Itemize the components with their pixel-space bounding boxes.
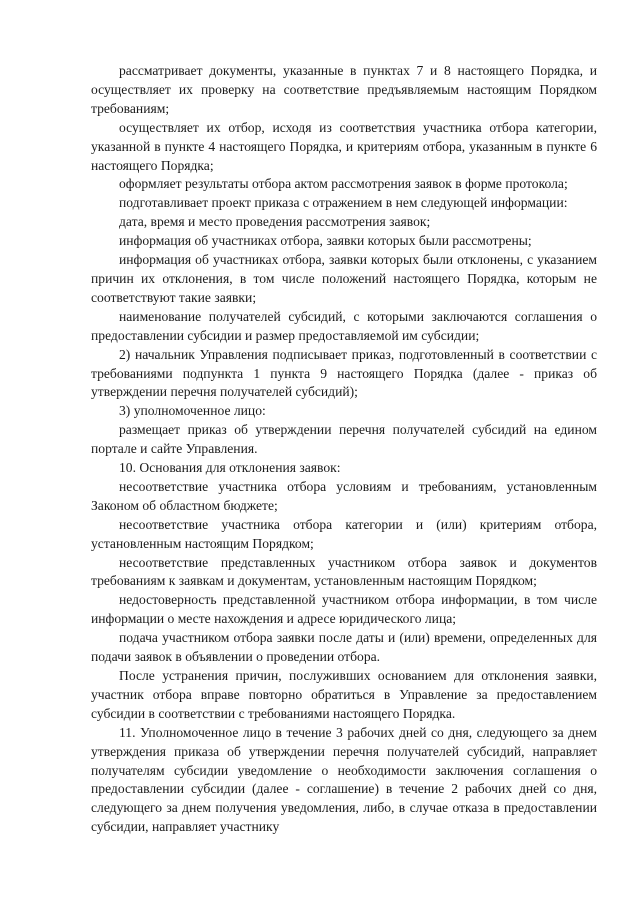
section-paragraph-11: 11. Уполномоченное лицо в течение 3 рабочих дней со дня, следующего за днем утверждения приказа об утверждении перечня получателей субсидий, направляет получателям субсидии уведомление о необходимости заключения соглашения о предоставлении субсидии (далее - соглашение) в течение 2 рабочих дней со дня, следующего за днем получения уведомления, либо, в случае отказа в предоставлении субсидии, направляет участнику [91, 724, 597, 835]
paragraph: подача участником отбора заявки после даты и (или) времени, определенных для подачи заявок в объявлении о проведении отбора. [91, 630, 597, 665]
document-page [91, 62, 597, 837]
paragraph: После устранения причин, послуживших основанием для отклонения заявки, участник отбора вправе повторно обратиться в Управление за предоставлением субсидии в соответствии с требованиями настоящего Порядка. [91, 668, 597, 721]
paragraph: 2) начальник Управления подписывает приказ, подготовленный в соответствии с требованиями подпункта 1 пункта 9 настоящего Порядка (далее - приказ об утверждении перечня получателей субсидий); [91, 346, 597, 400]
paragraph: размещает приказ об утверждении перечня получателей субсидий на едином портале и сайте Управления. [91, 422, 597, 457]
paragraph: рассматривает документы, указанные в пунктах 7 и 8 настоящего Порядка, и осуществляет их проверку на соответствие предъявляемым настоящим Порядком требованиям; [91, 63, 597, 116]
paragraph: дата, время и место проведения рассмотрения заявок; [119, 214, 431, 230]
paragraph: информация об участниках отбора, заявки которых были рассмотрены; [119, 233, 532, 249]
paragraph: несоответствие участника отбора категории и (или) критериям отбора, установленным настоящим Порядком; [91, 516, 597, 551]
paragraph: недостоверность представленной участником отбора информации, в том числе информации о месте нахождения и адресе юридического лица; [91, 592, 597, 627]
paragraph: несоответствие участника отбора условиям и требованиям, установленным Законом об областном бюджете; [91, 478, 597, 513]
paragraph: наименование получателей субсидий, с которыми заключаются соглашения о предоставлении субсидии и размер предоставляемой им субсидии; [91, 308, 597, 343]
paragraph: 3) уполномоченное лицо: [119, 403, 266, 419]
section-heading-10: 10. Основания для отклонения заявок: [119, 460, 341, 476]
paragraph: оформляет результаты отбора актом рассмотрения заявок в форме протокола; [119, 176, 568, 192]
paragraph: информация об участниках отбора, заявки которых были отклонены, с указанием причин их отклонения, в том числе положений настоящего Порядка, которым не соответствуют такие заявки; [91, 252, 597, 305]
paragraph: осуществляет их отбор, исходя из соответствия участника отбора категории, указанной в пункте 4 настоящего Порядка, и критериям отбора, указанным в пункте 6 настоящего Порядка; [91, 119, 597, 173]
paragraph: несоответствие представленных участником отбора заявок и документов требованиям к заявкам и документам, установленным настоящим Порядком; [91, 554, 597, 589]
paragraph: подготавливает проект приказа с отражением в нем следующей информации: [119, 195, 568, 211]
